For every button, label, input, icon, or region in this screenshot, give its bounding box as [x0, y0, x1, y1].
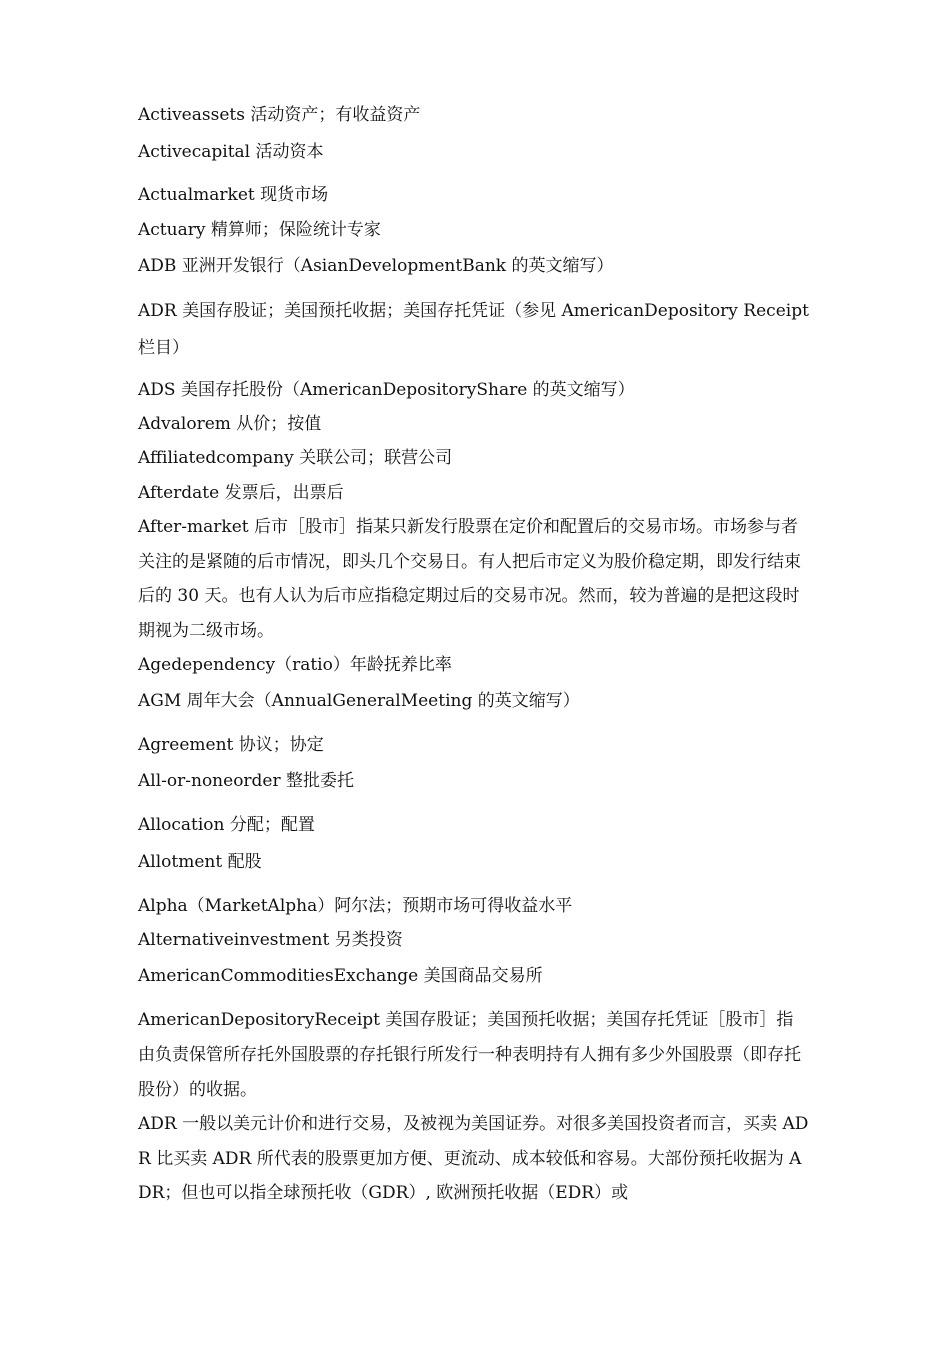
glossary-entry-activeassets: Activeassets 活动资产；有收益资产 [138, 105, 421, 125]
glossary-entry-agedependency: Agedependency（ratio）年龄抚养比率 [138, 655, 452, 675]
glossary-entry-afterdate: Afterdate 发票后，出票后 [138, 483, 344, 503]
glossary-entry-adr: ADR 美国存股证；美国预托收据；美国存托凭证（参见 AmericanDepository Receipt 栏目） [138, 301, 809, 358]
glossary-entry-advalorem: Advalorem 从价；按值 [138, 414, 322, 434]
glossary-entry-agm: AGM 周年大会（AnnualGeneralMeeting 的英文缩写） [138, 691, 580, 711]
glossary-entry-all-or-none-order: All-or-noneorder 整批委托 [138, 771, 355, 791]
glossary-entry-adb: ADB 亚洲开发银行（AsianDevelopmentBank 的英文缩写） [138, 256, 614, 276]
glossary-entry-after-market: After-market 后市［股市］指某只新发行股票在定价和配置后的交易市场。市场参与者关注的是紧随的后市情况，即头几个交易日。有人把后市定义为股价稳定期，即发行结束后的 30 天。也有人认为后市应指稳定期过后的交易市况。然而，较为普遍的是把这段时期视为二级市场。 [138, 517, 801, 641]
glossary-entry-actualmarket: Actualmarket 现货市场 [138, 185, 329, 205]
glossary-entry-allocation: Allocation 分配；配置 [138, 815, 315, 835]
glossary-entry-ads: ADS 美国存托股份（AmericanDepositoryShare 的英文缩写） [138, 380, 635, 400]
glossary-entry-affiliatedcompany: Affiliatedcompany 关联公司；联营公司 [138, 448, 453, 468]
glossary-entry-actuary: Actuary 精算师；保险统计专家 [138, 220, 381, 240]
glossary-entry-american-depository-receipt: AmericanDepositoryReceipt 美国存股证；美国预托收据；美国存托凭证［股市］指由负责保管所存托外国股票的存托银行所发行一种表明持有人拥有多少外国股票（即存托股份）的收据。 [138, 1010, 801, 1100]
glossary-entry-alternativeinvestment: Alternativeinvestment 另类投资 [138, 930, 403, 950]
glossary-entry-amex: AmericanCommoditiesExchange 美国商品交易所 [138, 966, 543, 986]
glossary-entry-allotment: Allotment 配股 [138, 852, 262, 872]
glossary-entry-agreement: Agreement 协议；协定 [138, 735, 324, 755]
glossary-entry-activecapital: Activecapital 活动资本 [138, 142, 324, 162]
glossary-entry-alpha: Alpha（MarketAlpha）阿尔法；预期市场可得收益水平 [138, 896, 573, 916]
glossary-paragraph-adr-notes: ADR 一般以美元计价和进行交易，及被视为美国证券。对很多美国投资者而言，买卖 ADR 比买卖 ADR 所代表的股票更加方便、更流动、成本较低和容易。大部份预托收据为 ADR；但也可以指全球预托收（GDR）, 欧洲预托收据（EDR）或 [138, 1114, 809, 1203]
